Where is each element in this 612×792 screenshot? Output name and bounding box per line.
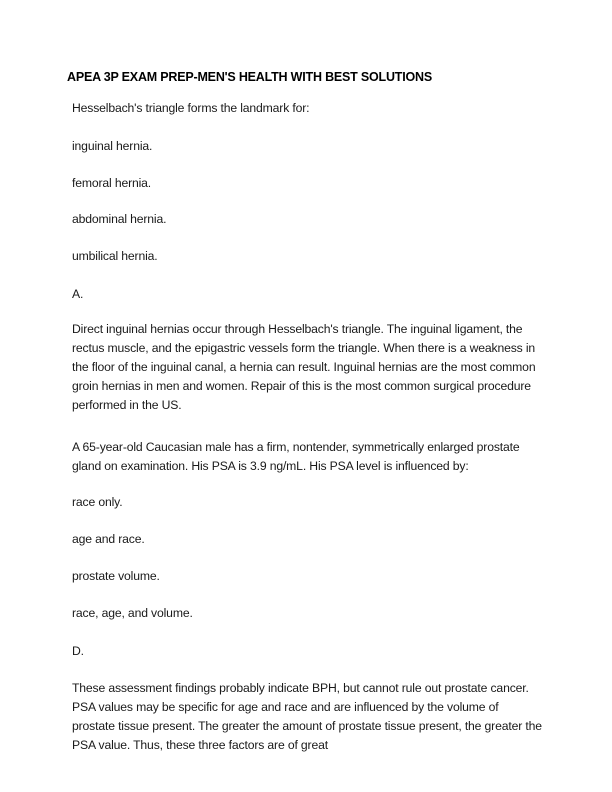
question-2-stem: A 65-year-old Caucasian male has a firm, nontender, symmetrically enlarged prostate gland on examination. His PSA is 3.9 ng/mL. His PSA level is influenced by:: [72, 440, 520, 473]
question-1-option-d: umbilical hernia.: [72, 249, 158, 263]
question-2-answer: D.: [72, 644, 84, 658]
question-1-option-a: inguinal hernia.: [72, 139, 153, 153]
question-1-rationale: Direct inguinal hernias occur through Hesselbach's triangle. The inguinal ligament, the rectus muscle, and the epigastric vessels form the triangle. When there is a weakness in the floor of the inguinal canal, a hernia can result. Inguinal hernias are the most common groin hernias in men and women. Repair of this is the most common surgical procedure performed in the US.: [72, 322, 536, 412]
question-2-option-d: race, age, and volume.: [72, 606, 193, 620]
question-1-option-b: femoral hernia.: [72, 176, 152, 190]
question-1-stem: Hesselbach's triangle forms the landmark for:: [72, 101, 310, 115]
question-2-option-c: prostate volume.: [72, 569, 160, 583]
document-title: APEA 3P EXAM PREP-MEN'S HEALTH WITH BEST SOLUTIONS: [67, 70, 432, 84]
question-1-option-c: abdominal hernia.: [72, 212, 167, 226]
question-2-option-b: age and race.: [72, 532, 145, 546]
question-2-option-a: race only.: [72, 495, 123, 509]
question-1-answer: A.: [72, 287, 84, 301]
question-2-rationale: These assessment findings probably indicate BPH, but cannot rule out prostate cancer. PSA values may be specific for age and race and are influenced by the volume of prostate tissue present. The greater the amount of prostate tissue present, the greater the PSA value. Thus, these three factors are of great: [72, 681, 542, 752]
